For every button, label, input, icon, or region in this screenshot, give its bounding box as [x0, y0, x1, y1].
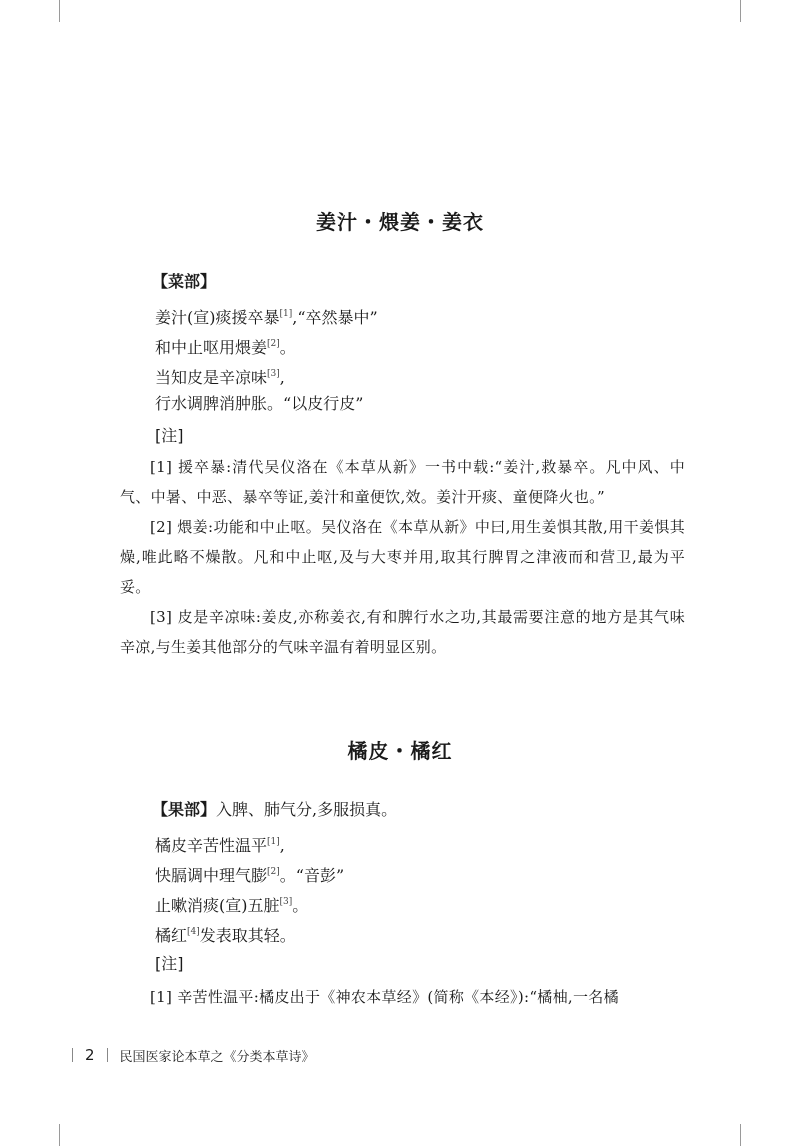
crop-mark [740, 1124, 741, 1146]
notes-heading: [注] [155, 954, 184, 973]
crop-mark [740, 0, 741, 22]
verse-line: 橘红[4]发表取其轻。 [155, 926, 296, 945]
section-title: 橘皮・橘红 [347, 739, 453, 763]
verse-line: 橘皮辛苦性温平[1], [155, 836, 285, 855]
verse-line: 快膈调中理气膨[2]。“音彭” [155, 866, 345, 885]
footnote-ref: [3] [267, 369, 280, 379]
footnote-ref: [3] [279, 897, 293, 907]
verse-line: 当知皮是辛凉味[3], [155, 368, 285, 387]
footnote-ref: [1] [267, 837, 280, 847]
category-description: 入脾、肺气分,多服损真。 [216, 800, 398, 819]
verse-line: 止嗽消痰(宣)五脏[3]。 [155, 896, 309, 915]
footnote-ref: [4] [187, 927, 200, 937]
verse-line: 和中止呕用煨姜[2]。 [155, 338, 296, 357]
note-paragraph: [1] 辛苦性温平:橘皮出于《神农本草经》(简称《本经》):“橘柚,一名橘 [150, 988, 619, 1006]
book-title: 民国医家论本草之《分类本草诗》 [119, 1049, 315, 1065]
footer-divider [107, 1048, 108, 1062]
note-paragraph: [1] 援卒暴:清代吴仪洛在《本草从新》一书中载:“姜汁,救暴卒。凡中风、中气、中暑、中恶、暴卒等证,姜汁和童便饮,效。姜汁开痰、童便降火也。” [120, 458, 685, 506]
footer-divider [72, 1048, 73, 1062]
footnote-ref: [1] [279, 309, 293, 319]
footnote-ref: [2] [267, 339, 280, 349]
category-line [152, 800, 397, 820]
notes-heading: [注] [155, 426, 184, 445]
page-footer [60, 1045, 315, 1065]
verse-line: 姜汁(宣)痰援卒暴[1],“卒然暴中” [155, 308, 378, 327]
verse-line: 行水调脾消肿胀。“以皮行皮” [155, 394, 364, 413]
note-paragraph: [3] 皮是辛凉味:姜皮,亦称姜衣,有和脾行水之功,其最需要注意的地方是其气味辛凉,与生姜其他部分的气味辛温有着明显区别。 [120, 608, 685, 656]
crop-mark [59, 0, 60, 22]
section-title: 姜汁・煨姜・姜衣 [316, 210, 484, 234]
note-paragraph: [2] 煨姜:功能和中止呕。吴仪洛在《本草从新》中曰,用生姜惧其散,用干姜惧其燥,唯此略不燥散。凡和中止呕,及与大枣并用,取其行脾胃之津液而和营卫,最为平妥。 [120, 518, 685, 596]
crop-mark [59, 1124, 60, 1146]
page-number: 2 [85, 1046, 95, 1064]
category-label: 【菜部】 [152, 272, 217, 291]
footnote-ref: [2] [267, 867, 280, 877]
category-label: 【果部】 [152, 800, 217, 819]
